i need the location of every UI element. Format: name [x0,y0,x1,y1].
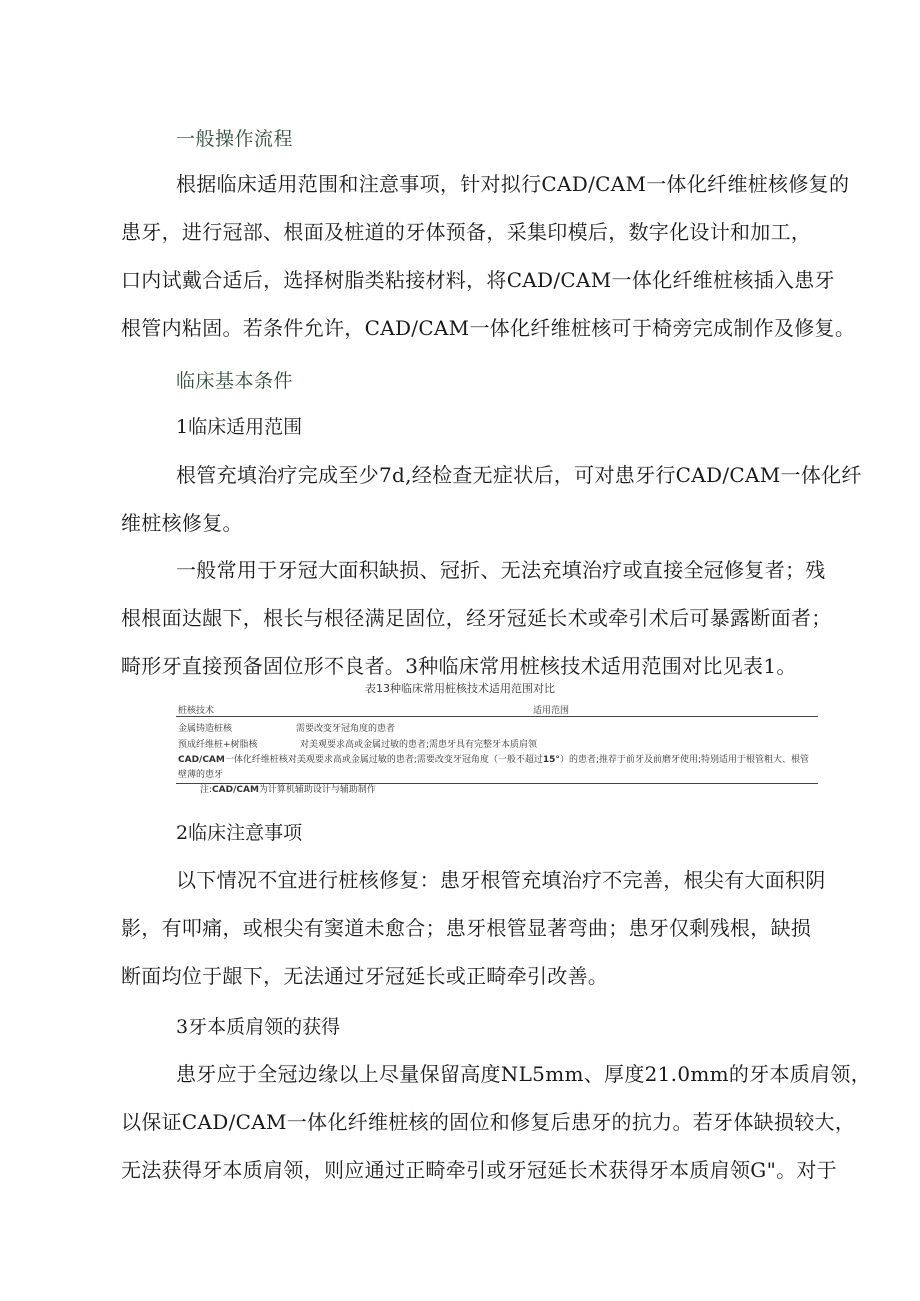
note-bold: CAD/CAM [212,785,259,795]
cell-cadcam-row [178,753,814,783]
cell-angle-bold: 15° [542,755,560,765]
section-heading-general-procedure: 一般操作流程 [176,128,294,150]
paragraph-precautions [121,856,826,1000]
text-line: 无法获得牙本质肩领，则应通过正畸牵引或牙冠延长术获得牙本质肩领G"。对于 [121,1158,837,1182]
text-line: 以下情况不宜进行桩核修复：患牙根管充填治疗不完善，根尖有大面积阴 [176,868,826,892]
paragraph-ferrule [121,1050,871,1194]
text-line: 根管充填治疗完成至少7d,经检查无症状后，可对患牙行CAD/CAM一体化纤 [176,463,862,487]
cell-technique: 金属铸造桩核 [178,724,233,734]
text-line: 患牙，进行冠部、根面及桩道的牙体预备，采集印模后，数字化设计和加工， [121,220,812,244]
subheading-indications: 1临床适用范围 [176,416,303,438]
section-heading-clinical-conditions: 临床基本条件 [176,370,294,392]
text-line: 影，有叩痛，或根尖有窦道未愈合；患牙根管显著弯曲；患牙仅剩残根，缺损 [121,916,812,940]
table-row [176,717,818,733]
header-scope: 适用范围 [533,706,570,716]
text-line: 一般常用于牙冠大面积缺损、冠折、无法充填治疗或直接全冠修复者；残 [176,558,826,582]
subheading-ferrule: 3牙本质肩领的获得 [176,1016,341,1038]
table-row [176,749,818,781]
note-prefix: 注: [200,785,213,795]
cell-scope-text: 一体化纤维桩核对美观要求高或金属过敏的患者;需要改变牙冠角度（一般不超过 [224,755,543,765]
cell-technique-bold: CAD/CAM [178,755,225,765]
paragraph-procedure [121,160,856,352]
cell-scope: 对美观要求高或金属过敏的患者;需患牙具有完整牙本质肩领 [300,740,538,750]
note-text: 为计算机辅助设计与辅助制作 [258,785,376,795]
cell-technique: 预成纤维桩+树脂核 [178,740,258,750]
text-line: 根根面达龈下，根长与根径满足固位，经牙冠延长术或牵引术后可暴露断面者； [121,606,832,630]
cell-scope-text2: ）的患者;推荐于前牙及前磨牙使用;特别适用于根管粗大、根管壁薄的患牙 [178,755,810,780]
text-line: 根据临床适用范围和注意事项，针对拟行CAD/CAM一体化纤维桩核修复的 [176,172,850,196]
text-line: 维桩核修复。 [121,511,243,535]
table-header-row [176,700,818,717]
text-line: 根管内粘固。若条件允许，CAD/CAM一体化纤维桩核可于椅旁完成制作及修复。 [121,316,856,340]
table-caption: 表13种临床常用桩核技术适用范围对比 [365,682,555,695]
paragraph-indications [121,451,862,547]
cell-scope: 需要改变牙冠角度的患者 [296,724,396,734]
text-line: 患牙应于全冠边缘以上尽量保留高度NL5mm、厚度21.0mm的牙本质肩领， [176,1062,871,1086]
text-line: 口内试戴合适后，选择树脂类粘接材料，将CAD/CAM一体化纤维桩核插入患牙 [121,268,835,292]
subheading-precautions: 2临床注意事项 [176,822,303,844]
table-note [200,782,376,795]
text-line: 畸形牙直接预备固位形不良者。3种临床常用桩核技术适用范围对比见表1。 [121,654,797,678]
paragraph-usage [121,546,832,690]
table-row [176,733,818,749]
comparison-table [176,700,818,784]
text-line: 以保证CAD/CAM一体化纤维桩核的固位和修复后患牙的抗力。若牙体缺损较大， [121,1110,856,1134]
text-line: 断面均位于龈下，无法通过牙冠延长或正畸牵引改善。 [121,964,609,988]
header-technique: 桩核技术 [178,706,215,716]
